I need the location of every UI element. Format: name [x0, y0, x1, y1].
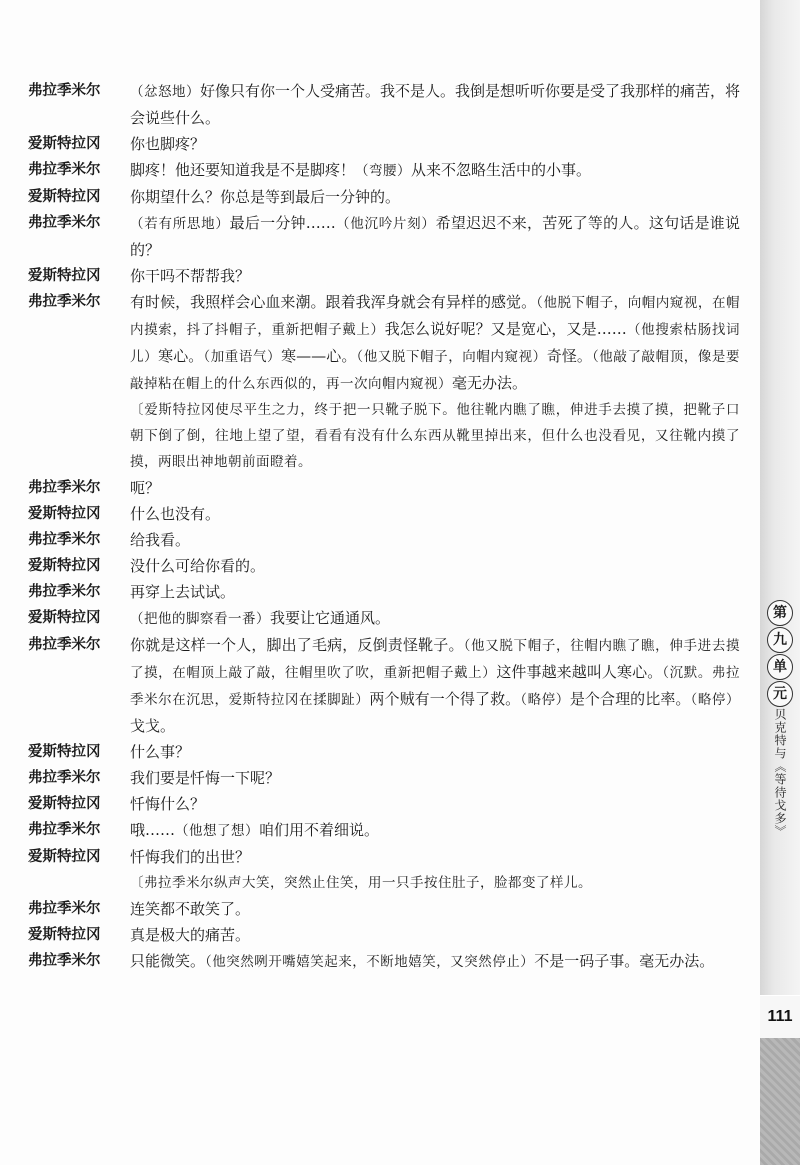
sidebar-texture	[760, 1038, 800, 1165]
spoken-text: 咱们用不着细说。	[259, 821, 380, 839]
dialogue-line	[130, 896, 740, 922]
speaker-name: 弗拉季米尔	[28, 215, 101, 231]
spoken-text: 是个合理的比率。	[569, 690, 691, 708]
stage-direction: （他搜索枯肠找词儿）	[130, 322, 741, 365]
page-number: 111	[760, 996, 800, 1038]
speaker-name: 爱斯特拉冈	[28, 189, 101, 205]
dialogue-entry	[28, 289, 740, 397]
spoken-text: 毫无办法。	[452, 374, 528, 392]
stage-direction: （他又脱下帽子，往帽内瞧了瞧，伸手进去摸了摸，在帽顶上敲了敲，往帽里吹了吹，重新把帽子戴上）	[130, 638, 740, 681]
dialogue-entry	[28, 844, 740, 870]
dialogue-entry	[28, 131, 740, 157]
spoken-text: 好像只有你一个人受痛苦。我不是人。我倒是想听听你要是受了我那样的痛苦，将会说些什么。	[130, 82, 741, 127]
dialogue-entry	[28, 765, 740, 791]
spoken-text: 呃？	[130, 479, 161, 497]
dialogue-line	[130, 184, 740, 210]
spoken-text: 不是一码子事。毫无办法。	[534, 952, 715, 970]
spoken-text: 脚疼！他还要知道我是不是脚疼！	[130, 161, 356, 179]
stage-direction: （加重语气）	[203, 349, 282, 365]
unit-label-char: 第	[767, 600, 793, 626]
spoken-text: 你期望什么？你总是等到最后一分钟的。	[130, 188, 401, 206]
speaker-name: 爱斯特拉冈	[28, 796, 101, 812]
speaker-name: 弗拉季米尔	[28, 294, 101, 310]
speaker-name: 弗拉季米尔	[28, 83, 101, 99]
spoken-text: 有时候，我照样会心血来潮。跟着我浑身就会有异样的感觉。	[130, 293, 537, 311]
spoken-text: 奇怪。	[546, 347, 592, 365]
spoken-text: 给我看。	[130, 531, 191, 549]
sidebar-gradient	[760, 0, 800, 995]
dialogue-entry	[28, 263, 740, 289]
dialogue-entry	[28, 78, 740, 131]
dialogue-entry	[28, 553, 740, 579]
speaker-name: 爱斯特拉冈	[28, 744, 101, 760]
dialogue-entry	[28, 527, 740, 553]
dialogue-line	[130, 475, 740, 501]
dialogue-entry	[28, 922, 740, 948]
stage-direction: （他又脱下帽子，向帽内窥视）	[356, 349, 547, 365]
spoken-text: 什么也没有。	[130, 505, 221, 523]
spoken-text: 哦……	[130, 821, 176, 839]
stage-direction: （他突然咧开嘴嬉笑起来，不断地嬉笑，又突然停止）	[205, 954, 535, 970]
lesson-title: 贝克特与《等待戈多》	[773, 708, 787, 838]
dialogue-line	[130, 210, 740, 263]
speaker-name: 爱斯特拉冈	[28, 506, 101, 522]
dialogue-entry	[28, 632, 740, 739]
speaker-name: 弗拉季米尔	[28, 532, 101, 548]
spoken-text: 忏悔我们的出世？	[130, 848, 251, 866]
dialogue-line	[130, 605, 740, 632]
speaker-name: 弗拉季米尔	[28, 637, 101, 653]
speaker-name: 爱斯特拉冈	[28, 558, 101, 574]
spoken-text: 你就是这样一个人，脚出了毛病，反倒责怪靴子。	[130, 636, 464, 654]
spoken-text: 忏悔什么？	[130, 795, 206, 813]
dialogue-entry	[28, 948, 740, 975]
speaker-name: 弗拉季米尔	[28, 822, 101, 838]
dialogue-entry	[28, 157, 740, 184]
speaker-name: 弗拉季米尔	[28, 584, 101, 600]
dialogue-line	[130, 78, 740, 131]
spoken-text: 戈戈。	[130, 717, 176, 735]
play-script	[28, 78, 740, 975]
dialogue-line	[130, 131, 740, 157]
dialogue-line	[130, 527, 740, 553]
spoken-text: 再穿上去试试。	[130, 583, 236, 601]
dialogue-entry	[28, 475, 740, 501]
stage-direction: （略停）	[520, 692, 570, 708]
spoken-text: 连笑都不敢笑了。	[130, 900, 251, 918]
speaker-name: 爱斯特拉冈	[28, 268, 101, 284]
spoken-text: 你也脚疼？	[130, 135, 206, 153]
unit-label-char: 九	[767, 627, 793, 653]
stage-direction: （沉默。弗拉季米尔在沉思，爱斯特拉冈在揉脚趾）	[130, 665, 740, 708]
stage-direction: （略停）	[690, 692, 740, 708]
dialogue-line	[130, 632, 740, 739]
speaker-name: 弗拉季米尔	[28, 480, 101, 496]
speaker-name: 弗拉季米尔	[28, 901, 101, 917]
stage-direction: 〔爱斯特拉冈使尽平生之力，终于把一只靴子脱下。他往靴内瞧了瞧，伸进手去摸了摸，把靴子口朝下倒了倒，往地上望了望，看看有没有什么东西从靴里掉出来，但什么也没看见，又往靴内摸了摸，两眼出神地朝前面瞪着。	[130, 402, 740, 470]
speaker-name: 弗拉季米尔	[28, 953, 101, 969]
speaker-name: 爱斯特拉冈	[28, 610, 101, 626]
dialogue-line	[130, 157, 740, 184]
spoken-text: 我要让它通通风。	[270, 609, 391, 627]
page-margin-sidebar	[760, 0, 800, 1165]
stage-direction: 〔弗拉季米尔纵声大笑，突然止住笑，用一只手按住肚子，脸都变了样儿。	[130, 875, 592, 891]
dialogue-line	[130, 579, 740, 605]
dialogue-line	[130, 922, 740, 948]
stage-direction: （忿怒地）	[130, 84, 200, 100]
speaker-name: 爱斯特拉冈	[28, 136, 101, 152]
dialogue-line	[130, 765, 740, 791]
stage-direction: （把他的脚察看一番）	[130, 611, 270, 627]
dialogue-line	[130, 289, 740, 397]
dialogue-line	[130, 791, 740, 817]
stage-direction: （他沉吟片刻）	[335, 216, 436, 232]
dialogue-entry	[28, 739, 740, 765]
spoken-text: 希望迟迟不来，苦死了等的人。这句话是谁说的？	[130, 214, 740, 259]
stage-direction: （他脱下帽子，向帽内窥视，在帽内摸索，抖了抖帽子，重新把帽子戴上）	[130, 295, 740, 338]
unit-label-char: 单	[767, 654, 793, 680]
dialogue-line	[130, 948, 740, 975]
dialogue-entry	[28, 210, 740, 263]
speaker-name: 爱斯特拉冈	[28, 849, 101, 865]
spoken-text: 我怎么说好呢？又是宽心，又是……	[384, 320, 627, 338]
stage-direction: （他想了想）	[175, 823, 260, 839]
dialogue-line	[130, 739, 740, 765]
stage-direction: （若有所思地）	[130, 216, 230, 232]
dialogue-entry	[28, 817, 740, 844]
unit-label	[765, 600, 795, 708]
spoken-text: 没什么可给你看的。	[130, 557, 266, 575]
dialogue-entry	[28, 605, 740, 632]
spoken-text: 什么事？	[130, 743, 191, 761]
dialogue-line	[130, 553, 740, 579]
dialogue-entry	[28, 791, 740, 817]
dialogue-entry	[28, 184, 740, 210]
spoken-text: 只能微笑。	[130, 952, 206, 970]
dialogue-line	[130, 817, 740, 844]
dialogue-line	[130, 844, 740, 870]
unit-label-char: 元	[767, 681, 793, 707]
stage-direction: （弯腰）	[355, 163, 412, 179]
spoken-text: 真是极大的痛苦。	[130, 926, 251, 944]
speaker-name: 弗拉季米尔	[28, 770, 101, 786]
spoken-text: 寒——心。	[281, 347, 357, 365]
spoken-text: 我们要是忏悔一下呢？	[130, 769, 281, 787]
spoken-text: 寒心。	[158, 347, 204, 365]
speaker-name: 爱斯特拉冈	[28, 927, 101, 943]
spoken-text: 最后一分钟……	[229, 214, 336, 232]
spoken-text: 从来不忽略生活中的小事。	[411, 161, 592, 179]
spoken-text: 这件事越来越叫人寒心。	[496, 663, 663, 681]
spoken-text: 你干吗不帮帮我？	[130, 267, 251, 285]
spoken-text: 两个贼有一个得了救。	[369, 690, 521, 708]
dialogue-line	[130, 501, 740, 527]
speaker-name: 弗拉季米尔	[28, 162, 101, 178]
dialogue-entry	[28, 896, 740, 922]
dialogue-line	[130, 263, 740, 289]
dialogue-entry	[28, 501, 740, 527]
dialogue-entry	[28, 579, 740, 605]
stage-direction: （他敲了敲帽顶，像是要敲掉粘在帽上的什么东西似的，再一次向帽内窥视）	[130, 349, 740, 392]
